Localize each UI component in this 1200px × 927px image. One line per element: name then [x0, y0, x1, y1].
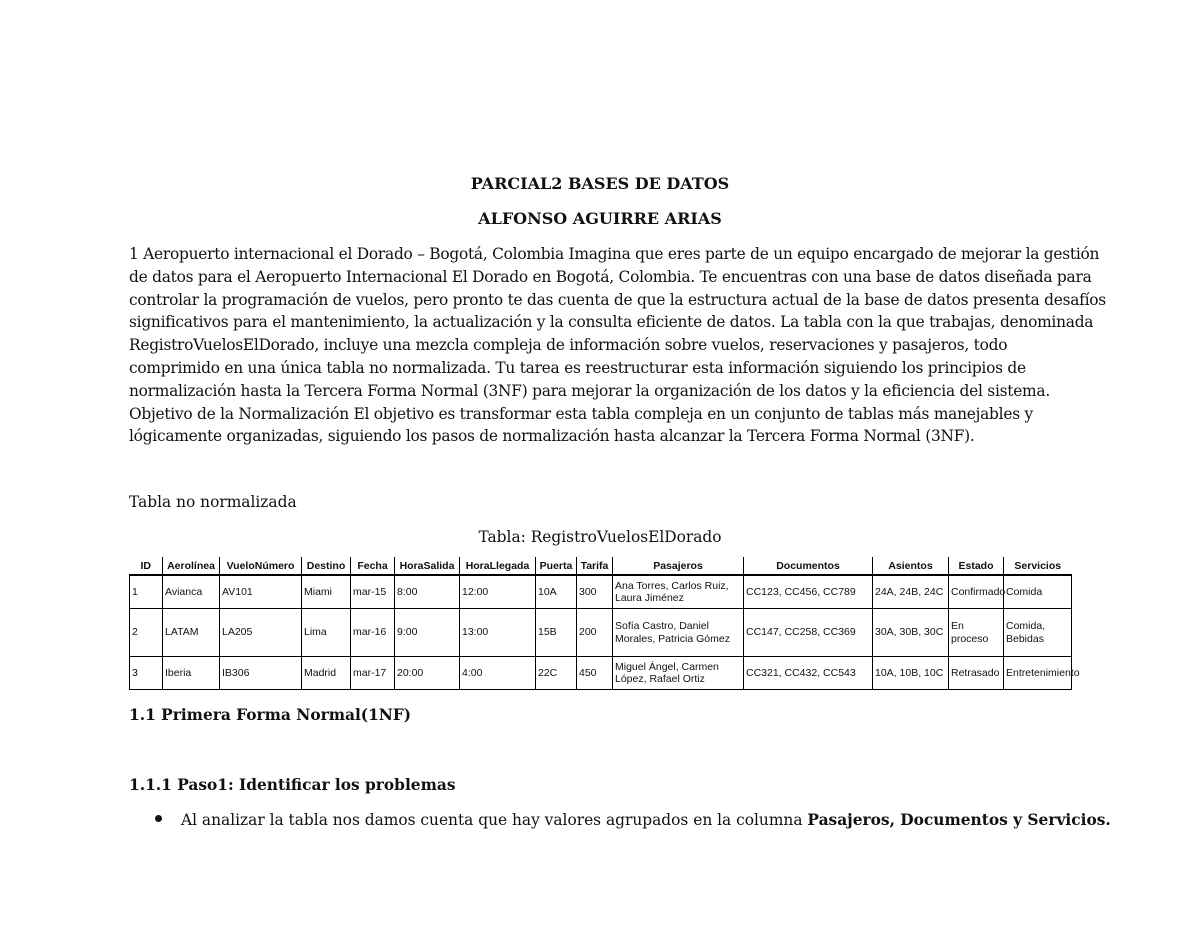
table-cell: 4:00	[460, 657, 536, 690]
table-cell: AV101	[220, 575, 302, 609]
table-cell: Comida, Bebidas	[1004, 609, 1072, 657]
column-header: ID	[130, 557, 163, 575]
bullet-dot-icon	[155, 815, 162, 822]
table-cell: 24A, 24B, 24C	[873, 575, 949, 609]
table-cell: LA205	[220, 609, 302, 657]
column-header: Destino	[302, 557, 351, 575]
table-header-row	[130, 557, 1072, 575]
column-header: HoraSalida	[395, 557, 460, 575]
table-cell: 12:00	[460, 575, 536, 609]
table-cell: Ana Torres, Carlos Ruiz, Laura Jiménez	[613, 575, 744, 609]
table-cell: 8:00	[395, 575, 460, 609]
table-cell: Lima	[302, 609, 351, 657]
table-row	[130, 609, 1072, 657]
table-cell: CC123, CC456, CC789	[744, 575, 873, 609]
table-label: Tabla no normalizada	[129, 493, 297, 511]
table-cell: Sofía Castro, Daniel Morales, Patricia Gómez	[613, 609, 744, 657]
bullet-item	[155, 811, 1111, 829]
subsection-heading-step1: 1.1.1 Paso1: Identificar los problemas	[129, 776, 456, 794]
author-name: ALFONSO AGUIRRE ARIAS	[478, 209, 722, 228]
intro-line: RegistroVuelosElDorado, incluye una mezcla compleja de información sobre vuelos, reservaciones y pasajeros, todo	[129, 336, 1008, 355]
table-cell: mar-15	[351, 575, 395, 609]
table-cell: Madrid	[302, 657, 351, 690]
column-header: Asientos	[873, 557, 949, 575]
table-cell: 300	[577, 575, 613, 609]
table-cell: 450	[577, 657, 613, 690]
table-caption: Tabla: RegistroVuelosElDorado	[478, 528, 722, 546]
table-cell: mar-16	[351, 609, 395, 657]
intro-line: lógicamente organizadas, siguiendo los pasos de normalización hasta alcanzar la Tercera Forma Normal (3NF).	[129, 427, 975, 446]
intro-line: comprimido en una única tabla no normalizada. Tu tarea es reestructurar esta información siguiendo los principios de	[129, 358, 1026, 377]
intro-line: 1 Aeropuerto internacional el Dorado – Bogotá, Colombia Imagina que eres parte de un equipo encargado de mejorar la gestión	[129, 245, 1100, 263]
column-header: Aerolínea	[163, 557, 220, 575]
table-cell: 2	[130, 609, 163, 657]
column-header: Fecha	[351, 557, 395, 575]
table-row	[130, 575, 1072, 609]
column-header: Estado	[949, 557, 1004, 575]
section-heading-1nf: 1.1 Primera Forma Normal(1NF)	[129, 706, 412, 724]
table-cell: 3	[130, 657, 163, 690]
table-cell: Avianca	[163, 575, 220, 609]
column-header: VueloNúmero	[220, 557, 302, 575]
flight-registry-table	[129, 557, 1080, 690]
table-cell: CC147, CC258, CC369	[744, 609, 873, 657]
table-cell: 20:00	[395, 657, 460, 690]
column-header: Documentos	[744, 557, 873, 575]
table-cell: Confirmado	[949, 575, 1004, 609]
table-cell: CC321, CC432, CC543	[744, 657, 873, 690]
table-cell: 200	[577, 609, 613, 657]
table-cell: Miguel Ángel, Carmen López, Rafael Ortiz	[613, 657, 744, 690]
intro-line: significativos para el mantenimiento, la actualización y la consulta eficiente de datos. La tabla con la que trabajas, denominada	[129, 313, 1094, 332]
table-cell: Iberia	[163, 657, 220, 690]
table-cell: 15B	[536, 609, 577, 657]
column-header: Servicios	[1004, 557, 1072, 575]
intro-line: controlar la programación de vuelos, pero pronto te das cuenta de que la estructura actual de la base de datos presenta desafíos	[129, 290, 1106, 309]
table-row	[130, 657, 1072, 690]
table-cell: 10A	[536, 575, 577, 609]
table-cell: En proceso	[949, 609, 1004, 657]
table-cell: IB306	[220, 657, 302, 690]
table-cell: 1	[130, 575, 163, 609]
table-cell: 13:00	[460, 609, 536, 657]
column-header: HoraLlegada	[460, 557, 536, 575]
table-cell: Miami	[302, 575, 351, 609]
table-cell: Retrasado	[949, 657, 1004, 690]
intro-paragraph	[129, 243, 1106, 448]
table-cell: 10A, 10B, 10C	[873, 657, 949, 690]
intro-line: de datos para el Aeropuerto Internacional El Dorado en Bogotá, Colombia. Te encuentras con una base de datos diseñada para	[129, 267, 1092, 286]
table-cell: 22C	[536, 657, 577, 690]
table-cell: LATAM	[163, 609, 220, 657]
table-cell: 30A, 30B, 30C	[873, 609, 949, 657]
column-header: Pasajeros	[613, 557, 744, 575]
bullet-text: Al analizar la tabla nos damos cuenta que hay valores agrupados en la columna	[181, 811, 808, 829]
table-cell: 9:00	[395, 609, 460, 657]
intro-line: Objetivo de la Normalización El objetivo es transformar esta tabla compleja en un conjunto de tablas más manejables y	[129, 404, 1033, 423]
document-title: PARCIAL2 BASES DE DATOS	[470, 174, 730, 193]
intro-line: normalización hasta la Tercera Forma Normal (3NF) para mejorar la organización de los datos y la eficiencia del sistema.	[129, 381, 1050, 400]
table-cell: Entretenimiento	[1004, 657, 1072, 690]
bullet-bold-text: Pasajeros, Documentos y Servicios.	[807, 811, 1111, 829]
table-cell: mar-17	[351, 657, 395, 690]
table-cell: Comida	[1004, 575, 1072, 609]
column-header: Tarifa	[577, 557, 613, 575]
column-header: Puerta	[536, 557, 577, 575]
